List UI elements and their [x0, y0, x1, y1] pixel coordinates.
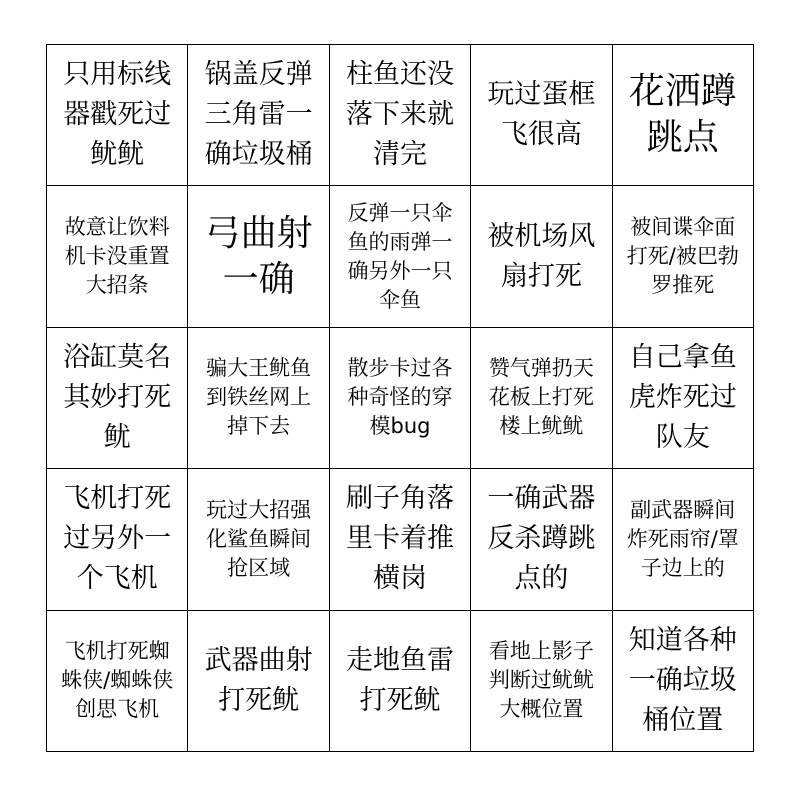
cell-text: 武器曲射打死鱿 — [204, 644, 313, 716]
bingo-cell-r2c2[interactable] — [188, 186, 329, 327]
bingo-cell-r5c2[interactable] — [188, 611, 329, 752]
bingo-cell-r4c5[interactable] — [613, 469, 754, 610]
cell-text: 看地上影子判断过鱿鱿大概位置 — [488, 639, 594, 722]
bingo-cell-r1c2[interactable] — [188, 45, 329, 186]
cell-text: 赞气弹扔天花板上打死楼上鱿鱿 — [488, 356, 594, 439]
cell-text: 一确武器反杀蹲跳点的 — [487, 483, 596, 595]
bingo-cell-r2c4[interactable] — [471, 186, 612, 327]
cell-text: 只用标线器戳死过鱿鱿 — [63, 59, 172, 171]
bingo-cell-r1c5[interactable] — [613, 45, 754, 186]
cell-text: 飞机打死蜘蛛侠/蜘蛛侠创思飞机 — [61, 639, 174, 722]
bingo-cell-r2c1[interactable] — [47, 186, 188, 327]
bingo-cell-r1c4[interactable] — [471, 45, 612, 186]
bingo-cell-r5c1[interactable] — [47, 611, 188, 752]
bingo-cell-r3c4[interactable] — [471, 328, 612, 469]
bingo-cell-r1c3[interactable] — [330, 45, 471, 186]
cell-text: 骗大王鱿鱼到铁丝网上掉下去 — [206, 356, 312, 439]
cell-text: 弓曲射一确 — [204, 212, 313, 300]
cell-text: 散步卡过各种奇怪的穿模bug — [347, 356, 453, 439]
bingo-cell-r3c1[interactable] — [47, 328, 188, 469]
bingo-cell-r4c1[interactable] — [47, 469, 188, 610]
bingo-cell-r3c5[interactable] — [613, 328, 754, 469]
bingo-cell-r4c2[interactable] — [188, 469, 329, 610]
cell-text: 花洒蹲跳点 — [628, 71, 737, 159]
bingo-cell-r2c5[interactable] — [613, 186, 754, 327]
cell-text: 故意让饮料机卡没重置大招条 — [64, 215, 170, 298]
bingo-cell-r5c3[interactable] — [330, 611, 471, 752]
cell-text: 被机场风扇打死 — [487, 220, 596, 292]
cell-text: 锅盖反弹三角雷一确垃圾桶 — [204, 59, 313, 171]
cell-text: 玩过大招强化鲨鱼瞬间抢区域 — [206, 497, 312, 580]
bingo-cell-r4c3[interactable] — [330, 469, 471, 610]
cell-text: 柱鱼还没落下来就清完 — [345, 59, 454, 171]
cell-text: 浴缸莫名其妙打死鱿 — [63, 341, 172, 453]
bingo-cell-r3c2[interactable] — [188, 328, 329, 469]
bingo-cell-r3c3[interactable] — [330, 328, 471, 469]
cell-text: 玩过蛋框飞很高 — [487, 79, 596, 151]
cell-text: 知道各种一确垃圾桶位置 — [628, 624, 737, 736]
bingo-cell-r1c1[interactable] — [47, 45, 188, 186]
cell-text: 自己拿鱼虎炸死过队友 — [628, 341, 737, 453]
cell-text: 反弹一只伞鱼的雨弹一确另外一只伞鱼 — [347, 200, 453, 312]
cell-text: 飞机打死过另外一个飞机 — [63, 483, 172, 595]
bingo-cell-r4c4[interactable] — [471, 469, 612, 610]
cell-text: 被间谍伞面打死/被巴勃罗推死 — [626, 215, 739, 298]
cell-text: 副武器瞬间炸死雨帘/罩子边上的 — [626, 497, 739, 580]
cell-text: 走地鱼雷打死鱿 — [345, 644, 454, 716]
cell-text: 刷子角落里卡着推横岗 — [345, 483, 454, 595]
bingo-board — [46, 44, 754, 752]
bingo-cell-r2c3[interactable] — [330, 186, 471, 327]
bingo-cell-r5c4[interactable] — [471, 611, 612, 752]
bingo-cell-r5c5[interactable] — [613, 611, 754, 752]
